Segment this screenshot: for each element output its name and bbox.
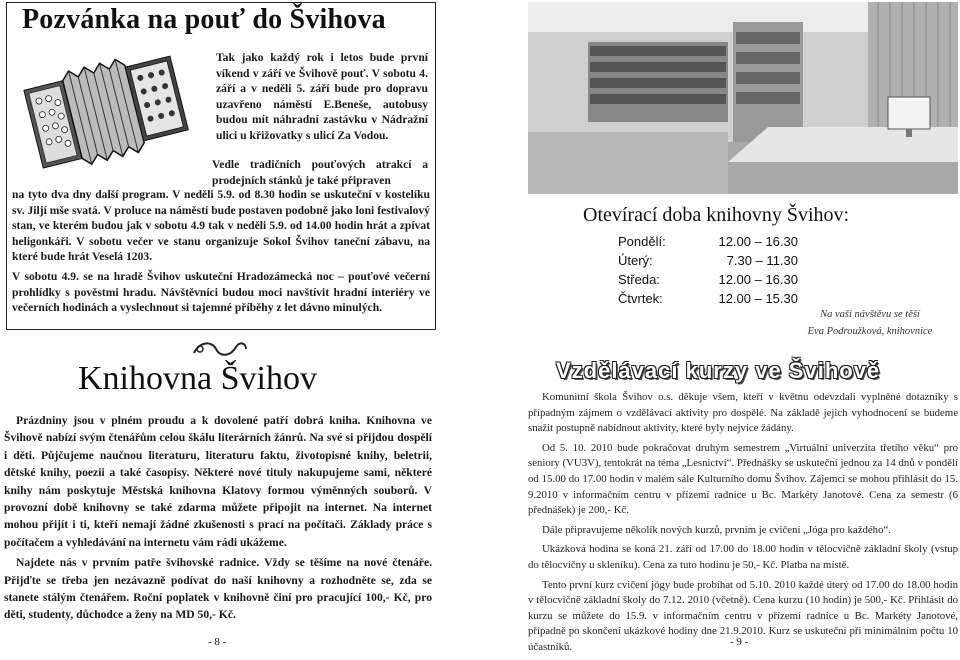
library-title: Knihovna Švihov bbox=[78, 360, 317, 397]
courses-title: Vzdělávací kurzy ve Švihově bbox=[556, 358, 881, 383]
library-photo bbox=[528, 2, 958, 194]
page-number-left: - 8 - bbox=[208, 636, 227, 648]
opening-hours-table bbox=[618, 232, 798, 308]
invitation-title: Pozvánka na pouť do Švihova bbox=[22, 4, 386, 35]
opening-hours-title: Otevírací doba knihovny Švihov: bbox=[583, 204, 850, 226]
librarian-signature: Na vaši návštěvu se těší Eva Podroužková, knihovnice bbox=[807, 309, 933, 337]
hours-row: Středa: 12.00 – 16.30 bbox=[618, 272, 798, 287]
accordion-illustration bbox=[20, 40, 200, 170]
invitation-program-start: Vedle tradičních pouťových atrakcí a prodejních stánků je také připraven bbox=[212, 158, 428, 187]
ornament-icon bbox=[190, 337, 250, 359]
courses-text: Komunitní škola Švihov o.s. děkuje všem, kteří v květnu odevzdali vyplněné dotazníky s případným zájmem o vzdělávací aktivity pro dospělé. Na základě jejich vyhodnocení se budeme snažit postupně nabídnout aktivity, které byly nejvíce žádány. Od 5. 10. 2010 bude pokračovat druhým semestrem „Virtuální univerzita třetího věku“ pro seniory (VU3V), tentokrát na téma „Lesnictví“. Přednášky se uskuteční jednou za 14 dnů v pondělí od 15.00 do 17.00 hodin v malém sále Kulturního domu Švihov. Zájemci se mohou přihlásit do 15. 9.2010 v informačním centru v přízemí radnice u Bc. Markéty Janotové. Cena za semestr (6 přednášek) je 200,- Kč. Dále připravujeme několik nových kurzů, prvním je cvičení „Jóga pro každého“. Ukázková hodina se koná 21. září od 17.00 do 18.00 hodin v tělocvičně základní školy (vstup do tělocvičny u skleníku). Cena za tuto hodinu je 50,- Kč. Platba na místě. Tento první kurz cvičení jógy bude probíhat od 5.10. 2010 každé úterý od 17.00 do 18.00 hodin v tělocvičně základní školy do 7.12. 2010 (včetně). Cena kurzu (10 hodin) je 500,- Kč. Přihlásit do kurzu se můžete do 15.9. v informačním centru v přízemí radnice u Bc. Markéty Janotové, případně po skončení ukázkové hodiny dne 21.9.2010. Kurz se uskuteční při minimálním počtu 10 účastníků. bbox=[528, 391, 958, 653]
invitation-intro: Tak jako každý rok i letos bude první víkend v září ve Švihově pouť. V sobotu 4. září a v neděli 5. září bude pro dopravu uzavřeno náměstí E.Beneše, autobusy budou mít náhradní zastávku v Nádražní ulici u křižovatky s ulicí Za Vodou. bbox=[216, 51, 428, 142]
invitation-program: na tyto dva dny další program. V neděli 5.9. od 8.30 hodin se uskuteční v kostelíku sv. Jiljí mše svatá. V proluce na náměstí bude postaven podobně jako loni festivalový stan, ve kterém budou jak v sobotu 4.9 tak v neděli 5.9. od 14.00 hodin hrát a zpívat heligonkáři. V sobotu večer ve stanu organizuje Sokol Švihov taneční zábavu, na které bude hrát Veselá 1203. V sobotu 4.9. se na hradě Švihov uskuteční Hradozámecká noc – pouťové večerní prohlídky s pověstmi hradu. Návštěvníci budou moci navštívit hradní interiéry ve večerních hodinách a vyslechnout si tajemné příběhy z let dávno minulých. bbox=[12, 188, 430, 315]
page-number-right: - 9 - bbox=[730, 636, 749, 648]
library-text: Prázdniny jsou v plném proudu a k dovolené patří dobrá kniha. Knihovna ve Švihově nabízí svým čtenářům celou škálu literárních žánrů. Na své si přijdou dospělí i děti. Půjčujeme naučnou literaturu, literaturu faktu, životopisné knihy, beletrii, dětské knihy, poezii a také časopisy. Některé nové tituly nakupujeme sami, některé knihy nám poskytuje Městská knihovna Klatovy formou výměnných souborů. V provozní době knihovny se také zdarma můžete připojit na internet. Na internet mohou přijít i ti, kteří nemají žádné zkušenosti s prací na počítači. Základy práce s počítačem a vyhledávání na internetu vám rádi ukážeme. Najdete nás v prvním patře švihovské radnice. Vždy se těšíme na nové čtenáře. Přijďte se třeba jen nezávazně podívat do naší knihovny a rozhodněte se, zda se stanete stálým čtenářem. Roční poplatek v knihovně činí pro pracující 100,- Kč, pro děti, studenty, důchodce a ženy na MD 50,- Kč. bbox=[4, 414, 432, 622]
hours-row: Pondělí: 12.00 – 16.30 bbox=[618, 234, 798, 249]
hours-row: Čtvrtek: 12.00 – 15.30 bbox=[618, 291, 798, 306]
hours-row: Úterý: 7.30 – 11.30 bbox=[618, 253, 798, 268]
